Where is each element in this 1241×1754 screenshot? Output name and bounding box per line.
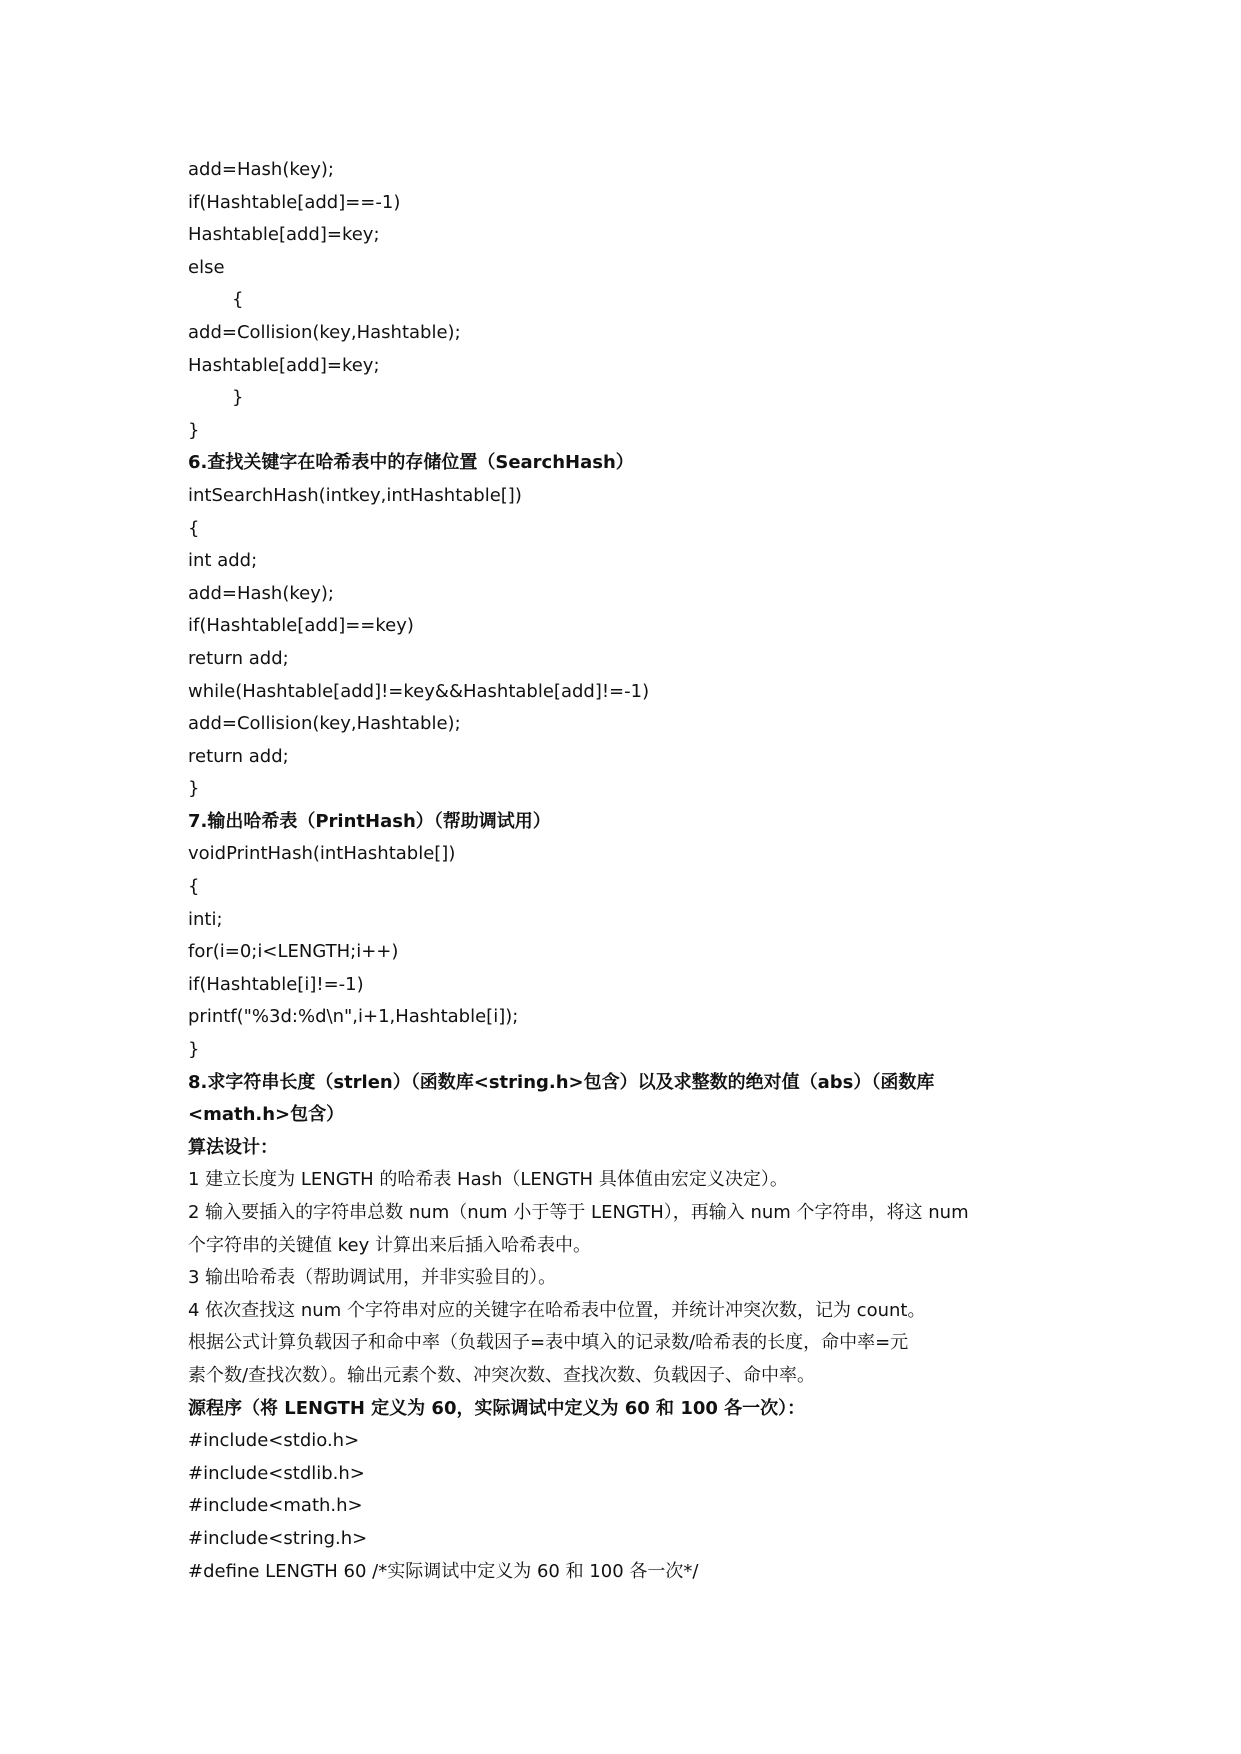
code-line: {	[188, 876, 200, 898]
code-line: while(Hashtable[add]!=key&&Hashtable[add]!=-1)	[188, 680, 650, 702]
code-line: if(Hashtable[i]!=-1)	[188, 973, 364, 995]
text-line: 个字符串的关键值 key 计算出来后插入哈希表中。	[188, 1234, 591, 1256]
code-line: }	[188, 778, 200, 800]
section-heading: 算法设计：	[188, 1136, 278, 1158]
text-line: 1 建立长度为 LENGTH 的哈希表 Hash（LENGTH 具体值由宏定义决定）。	[188, 1169, 788, 1191]
code-line: Hashtable[add]=key;	[188, 354, 380, 376]
section-heading: 源程序（将 LENGTH 定义为 60，实际调试中定义为 60 和 100 各一次）：	[188, 1397, 806, 1419]
section-heading: 6.查找关键字在哈希表中的存储位置（SearchHash）	[188, 452, 634, 474]
code-line: voidPrintHash(intHashtable[])	[188, 843, 456, 865]
text-line: 2 输入要插入的字符串总数 num（num 小于等于 LENGTH），再输入 num 个字符串，将这 num	[188, 1202, 969, 1223]
code-line: {	[188, 517, 200, 539]
code-line: #include<stdio.h>	[188, 1430, 360, 1452]
code-line: int add;	[188, 550, 258, 572]
code-line: #include<math.h>	[188, 1495, 363, 1517]
code-line: if(Hashtable[add]==-1)	[188, 191, 401, 213]
document-body	[188, 154, 1068, 1588]
code-line: add=Collision(key,Hashtable);	[188, 713, 461, 735]
code-line: #define LENGTH 60 /*实际调试中定义为 60 和 100 各一次*/	[188, 1560, 699, 1582]
section-heading: 7.输出哈希表（PrintHash）（帮助调试用）	[188, 810, 551, 832]
code-line: intSearchHash(intkey,intHashtable[])	[188, 484, 522, 506]
code-line: #include<stdlib.h>	[188, 1462, 365, 1484]
code-line: add=Hash(key);	[188, 159, 334, 180]
code-line: if(Hashtable[add]==key)	[188, 615, 414, 637]
code-line: return add;	[188, 647, 289, 669]
code-line: else	[188, 256, 225, 278]
code-line: printf("%3d:%d\n",i+1,Hashtable[i]);	[188, 1006, 519, 1028]
code-line: #include<string.h>	[188, 1527, 368, 1549]
code-line: add=Hash(key);	[188, 582, 334, 604]
code-line: add=Collision(key,Hashtable);	[188, 321, 461, 343]
section-heading: <math.h>包含）	[188, 1104, 345, 1126]
text-line: 4 依次查找这 num 个字符串对应的关键字在哈希表中位置，并统计冲突次数，记为 count。	[188, 1299, 926, 1321]
code-line: return add;	[188, 745, 289, 767]
text-line: 素个数/查找次数）。输出元素个数、冲突次数、查找次数、负载因子、命中率。	[188, 1364, 816, 1386]
text-line: 根据公式计算负载因子和命中率（负载因子=表中填入的记录数/哈希表的长度，命中率=元	[188, 1332, 909, 1354]
code-line: {	[232, 289, 244, 311]
code-line: Hashtable[add]=key;	[188, 224, 380, 246]
code-line: }	[188, 419, 200, 441]
section-heading: 8.求字符串长度（strlen）（函数库<string.h>包含）以及求整数的绝对值（abs）（函数库	[188, 1071, 935, 1093]
code-line: inti;	[188, 908, 223, 930]
code-line: }	[232, 387, 244, 409]
text-line: 3 输出哈希表（帮助调试用，并非实验目的）。	[188, 1267, 557, 1289]
code-line: }	[188, 1039, 200, 1061]
code-line: for(i=0;i<LENGTH;i++)	[188, 941, 399, 963]
